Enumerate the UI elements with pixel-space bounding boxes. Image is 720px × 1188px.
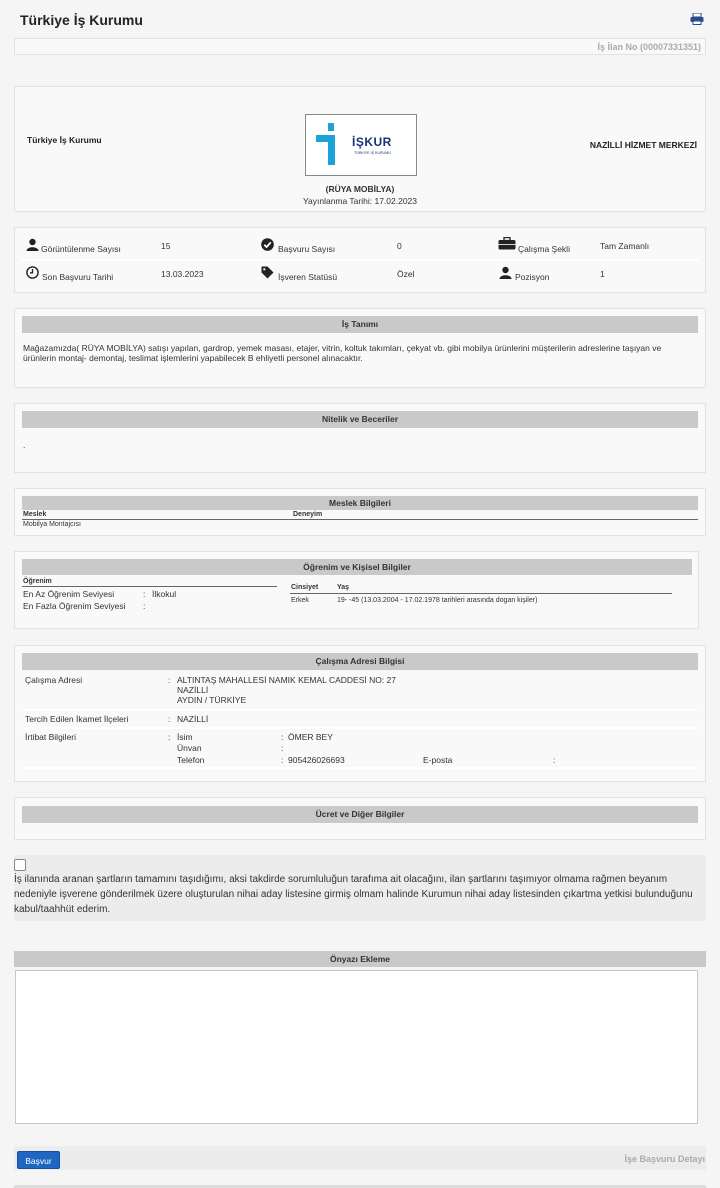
colon: : [168, 675, 171, 685]
gender-value: Erkek [291, 597, 309, 604]
contact-phone-value: 905426026693 [288, 755, 345, 765]
employer-status-label: İşveren Statüsü [278, 272, 338, 282]
check-circle-icon [261, 238, 274, 251]
education-section [14, 551, 699, 629]
profession-header: Meslek Bilgileri [22, 496, 698, 510]
job-description-header: İş Tanımı [22, 316, 698, 333]
address-line: AYDIN / TÜRKİYE [177, 695, 247, 705]
tag-icon [261, 266, 274, 279]
education-header: Öğrenim ve Kişisel Bilgiler [22, 559, 692, 575]
application-detail-link[interactable]: İşe Başvuru Detayı [624, 1154, 705, 1164]
residence-divider [22, 727, 698, 729]
service-center: NAZİLLİ HİZMET MERKEZİ [589, 140, 697, 150]
consent-line: kabul/taahhüt ederim. [14, 904, 111, 915]
profession-value: Mobilya Montajcısı [23, 521, 81, 528]
footer-bar [14, 1146, 706, 1170]
iskur-logo-icon [316, 123, 346, 167]
max-education-label: En Fazla Öğrenim Seviyesi [23, 601, 126, 611]
contact-phone-label: Telefon [177, 755, 205, 765]
min-education-label: En Az Öğrenim Seviyesi [23, 589, 115, 599]
views-value: 15 [161, 241, 171, 251]
colon: : [143, 601, 146, 611]
work-type-value: Tam Zamanlı [600, 241, 650, 251]
stats-panel [14, 227, 706, 293]
address-header: Çalışma Adresi Bilgisi [22, 653, 698, 670]
gender-header: Cinsiyet [291, 584, 319, 591]
job-description-section [14, 308, 706, 388]
job-description-text [23, 343, 699, 363]
colon: : [281, 732, 284, 742]
qualifications-header: Nitelik ve Beceriler [22, 411, 698, 428]
consent-text [14, 872, 706, 917]
salary-header: Ücret ve Diğer Bilgiler [22, 806, 698, 823]
views-label: Görüntülenme Sayısı [41, 244, 121, 254]
residence-value: NAZİLLİ [177, 714, 209, 724]
residence-label: Tercih Edilen İkamet İlçeleri [25, 714, 129, 724]
iskur-logo [305, 114, 417, 176]
address-line: NAZİLLİ [177, 685, 209, 695]
age-header: Yaş [337, 584, 350, 591]
user-icon [26, 238, 39, 251]
employer-header [14, 86, 706, 212]
consent-checkbox[interactable] [14, 859, 26, 871]
experience-col-header: Deneyim [293, 511, 323, 518]
work-type-label: Çalışma Şekli [518, 244, 570, 254]
address-line: ALTINTAŞ MAHALLESİ NAMIK KEMAL CADDESİ NO: 27 [177, 675, 397, 685]
address-section [14, 645, 706, 782]
cover-letter-header: Önyazı Ekleme [14, 951, 706, 967]
contact-label: İrtibat Bilgileri [25, 732, 77, 742]
qualifications-section [14, 403, 706, 473]
colon: : [281, 743, 284, 753]
job-description-line: ürünlerin montaj- demontaj, teslimat işlemlerini yapabilecek B ehliyetli personel alınacaktır. [23, 353, 363, 363]
colon: : [143, 589, 146, 599]
deadline-value: 13.03.2023 [161, 269, 204, 279]
contact-name-label: İsim [177, 732, 193, 742]
job-description-line: Mağazamızda( RÜYA MOBİLYA) satışı yapılan, gardrop, yemek masası, etajer, vitrin, koltuk takımları, çekyat vb. gibi mobilya ürünlerini müşterilerin adreslerine taşıyan ve [23, 343, 662, 353]
page-title: Türkiye İş Kurumu [20, 12, 143, 28]
contact-name-value: ÖMER BEY [288, 732, 333, 742]
contact-email-label: E-posta [423, 755, 453, 765]
colon: : [281, 755, 284, 765]
work-address-value [177, 675, 396, 705]
cover-letter-textarea[interactable] [15, 970, 698, 1124]
employer-status-value: Özel [397, 269, 415, 279]
contact-divider [22, 767, 698, 769]
profession-section [14, 488, 706, 536]
logo-subtext: TÜRKİYE İŞ KURUMU [354, 151, 391, 155]
deadline-label: Son Başvuru Tarihi [42, 272, 114, 282]
position-label: Pozisyon [515, 272, 550, 282]
position-value: 1 [600, 269, 605, 279]
briefcase-icon [498, 237, 516, 250]
logo-text: İŞKUR [352, 135, 392, 149]
age-value: 19- -45 (13.03.2004 - 17.02.1978 tarihleri arasında dogan kişiler) [337, 597, 538, 604]
salary-section [14, 797, 706, 840]
education-divider [22, 586, 277, 587]
apply-button[interactable]: Başvur [17, 1151, 60, 1169]
publish-date: Yayınlanma Tarihi: 17.02.2023 [302, 196, 418, 206]
ilan-number: İş İlan No (00007331351) [597, 42, 701, 52]
user-icon [499, 266, 512, 279]
print-icon[interactable] [690, 13, 704, 25]
education-subheader: Öğrenim [23, 578, 52, 585]
colon: : [553, 755, 556, 765]
applications-label: Başvuru Sayısı [278, 244, 336, 254]
colon: : [168, 714, 171, 724]
work-address-label: Çalışma Adresi [25, 675, 83, 685]
stats-divider [21, 259, 699, 261]
consent-line: İş ilanında aranan şartların tamamını taşıdığımı, aksi takdirde sorumluluğun tarafıma ait olacağını, ilan şartlarını taşımıyor olmama rağmen beyanım [14, 874, 668, 885]
clock-icon [26, 266, 39, 279]
qualifications-text: . [23, 440, 26, 450]
profession-col-header: Meslek [23, 511, 47, 518]
address-divider [22, 709, 698, 711]
consent-line: nedeniyle işverene gönderilmek üzere oluşturulan nihai aday listesine girmiş olmam halinde Kurumun nihai aday listesinden çıkartma yetkisi bulunduğunu [14, 889, 693, 900]
applications-value: 0 [397, 241, 402, 251]
company-name: (RÜYA MOBİLYA) [325, 184, 395, 194]
min-education-value: İlkokul [152, 589, 177, 599]
profession-divider [22, 519, 698, 520]
contact-title-label: Ünvan [177, 743, 202, 753]
colon: : [168, 732, 171, 742]
ilan-number-bar [14, 38, 706, 55]
personal-divider [290, 593, 672, 594]
institution-label: Türkiye İş Kurumu [27, 135, 102, 145]
